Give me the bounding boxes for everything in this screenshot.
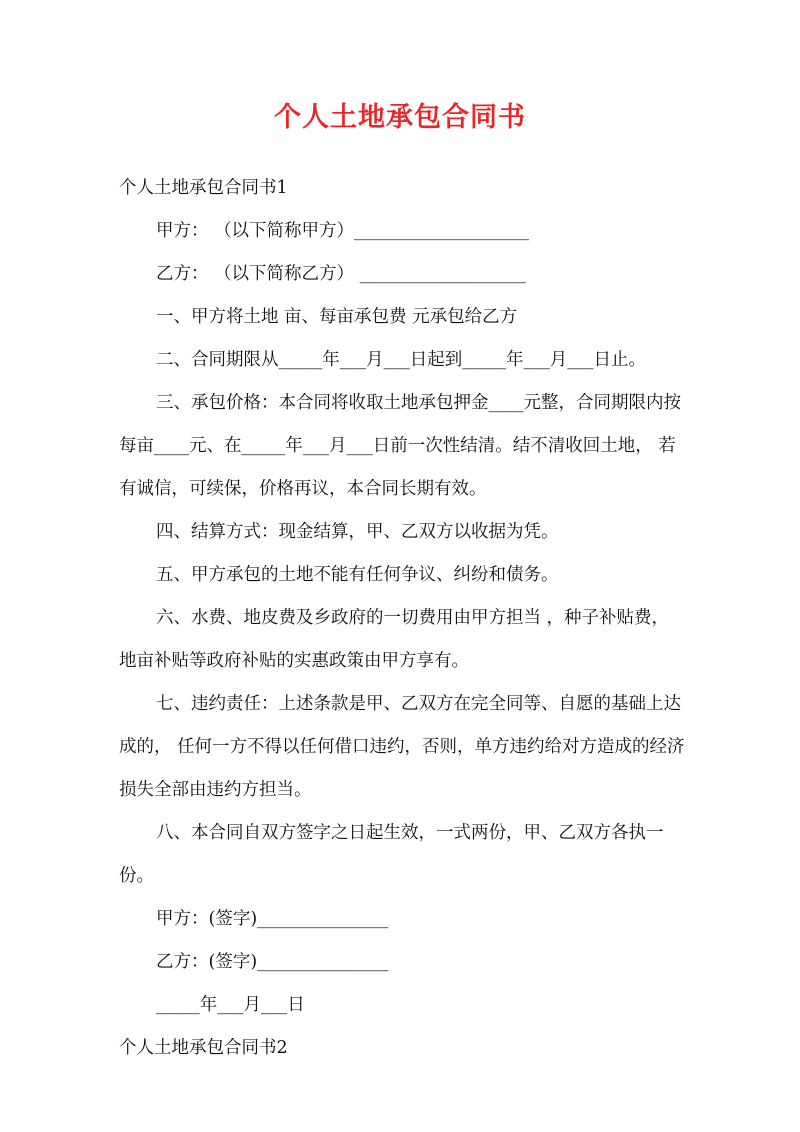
signature-party-a: 甲方：(签字)_______________ bbox=[156, 909, 389, 929]
party-b-line: 乙方： （以下简称乙方） ___________________ bbox=[156, 264, 526, 284]
clause-6: 六、水费、地皮费及乡政府的一切费用由甲方担当 ，种子补贴费，地亩补贴等政府补贴的实惠政策由甲方享有。 bbox=[119, 608, 670, 671]
party-a-line: 甲方： （以下简称甲方）____________________ bbox=[156, 221, 530, 241]
document-title: 个人土地承包合同书 bbox=[274, 102, 526, 133]
document-body bbox=[119, 167, 685, 1070]
clause-7: 七、违约责任：上述条款是甲、乙双方在完全同等、自愿的基础上达成的， 任何一方不得以任何借口违约，否则，单方违约给对方造成的经济损失全部由违约方担当。 bbox=[119, 694, 685, 800]
clause-5: 五、甲方承包的土地不能有任何争议、纠纷和债务。 bbox=[156, 565, 559, 585]
date-line: _____年___月___日 bbox=[156, 995, 305, 1015]
clause-8: 八、本合同自双方签字之日起生效，一式两份，甲、乙双方各执一份。 bbox=[119, 823, 664, 886]
clause-2: 二、合同期限从_____年___月___日起到_____年___月___日止。 bbox=[156, 350, 646, 370]
signature-party-b: 乙方：(签字)_______________ bbox=[156, 952, 389, 972]
clause-1: 一、甲方将土地 亩、每亩承包费 元承包给乙方 bbox=[156, 307, 518, 327]
clause-3: 三、承包价格：本合同将收取土地承包押金____元整，合同期限内按每亩____元、在_____年___月___日前一次性结清。结不清收回土地， 若有诚信，可续保，价格再议，本合同长期有效。 bbox=[119, 393, 681, 499]
section-heading-2: 个人土地承包合同书2 bbox=[119, 1038, 288, 1058]
clause-4: 四、结算方式：现金结算，甲、乙双方以收据为凭。 bbox=[156, 522, 559, 542]
section-heading-1: 个人土地承包合同书1 bbox=[119, 178, 288, 198]
